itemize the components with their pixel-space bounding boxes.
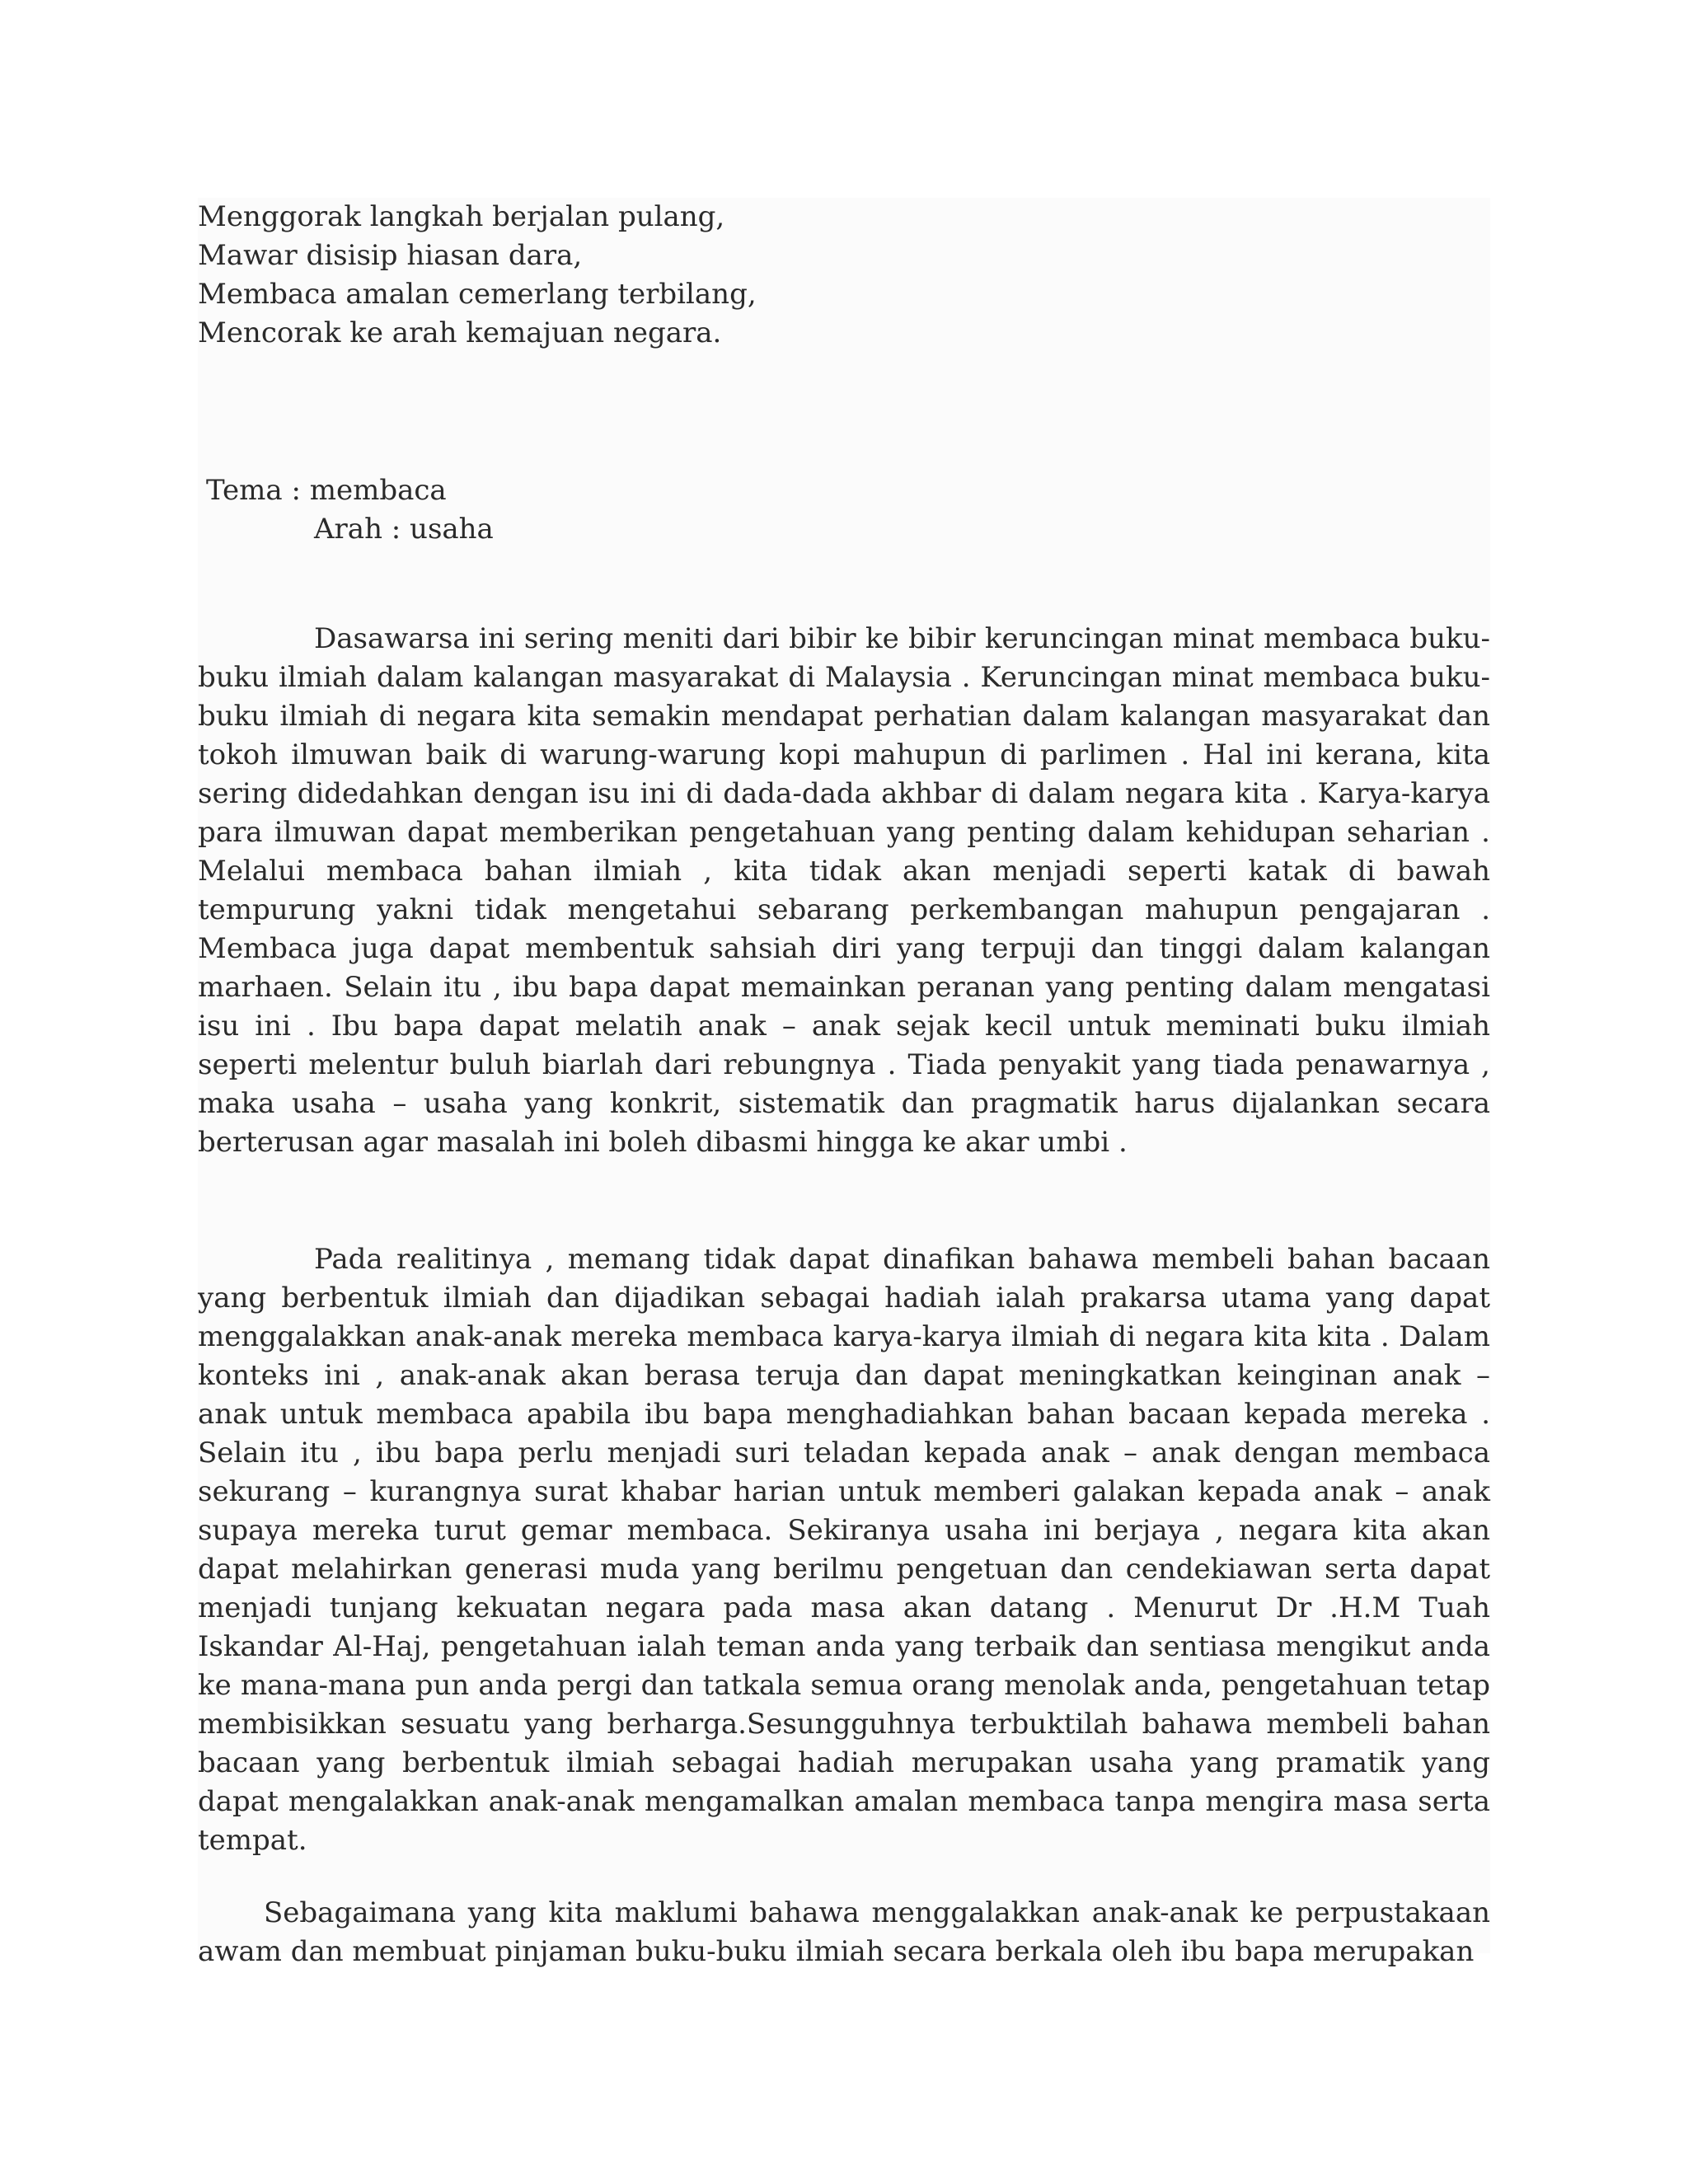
paragraph-body-2: Sebagaimana yang kita maklumi bahawa menggalakkan anak-anak ke perpustakaan awam dan membuat pinjaman buku-buku ilmiah secara berkala oleh ibu bapa merupakan [198,1896,1490,1968]
pantun-verse [198,198,1187,353]
paragraph-body-1: Pada realitinya , memang tidak dapat dinafikan bahawa membeli bahan bacaan yang berbentuk ilmiah dan dijadikan sebagai hadiah ialah prakarsa utama yang dapat menggalakkan anak-anak mereka membaca karya-karya ilmiah di negara kita kita . Dalam konteks ini , anak-anak akan berasa teruja dan dapat meningkatkan keinginan anak – anak untuk membaca apabila ibu bapa menghadiahkan bahan bacaan kepada mereka . Selain itu , ibu bapa perlu menjadi suri teladan kepada anak – anak dengan membaca sekurang – kurangnya surat khabar harian untuk memberi galakan kepada anak – anak supaya mereka turut gemar membaca. Sekiranya usaha ini berjaya , negara kita akan dapat melahirkan generasi muda yang berilmu pengetuan dan cendekiawan serta dapat menjadi tunjang kekuatan negara pada masa akan datang . Menurut Dr .H.M Tuah Iskandar Al-Haj, pengetahuan ialah teman anda yang terbaik dan sentiasa mengikut anda ke mana-mana pun anda pergi dan tatkala semua orang menolak anda, pengetahuan tetap membisikkan sesuatu yang berharga.Sesungguhnya terbuktilah bahawa membeli bahan bacaan yang berbentuk ilmiah sebagai hadiah merupakan usaha yang pramatik yang dapat mengalakkan anak-anak mengamalkan amalan membaca tanpa mengira masa serta tempat. [198,1243,1490,1857]
pantun-line: Membaca amalan cemerlang terbilang, [198,278,757,311]
theme-label: Tema : membaca [206,474,447,507]
direction-label: Arah : usaha [314,513,494,546]
essay-body [198,198,1490,1968]
paragraph-introduction: Dasawarsa ini sering meniti dari bibir ke bibir keruncingan minat membaca buku-buku ilmiah dalam kalangan masyarakat di Malaysia . Keruncingan minat membaca buku-buku ilmiah di negara kita semakin mendapat perhatian dalam kalangan masyarakat dan tokoh ilmuwan baik di warung-warung kopi mahupun di parlimen . Hal ini kerana, kita sering didedahkan dengan isu ini di dada-dada akhbar di dalam negara kita . Karya-karya para ilmuwan dapat memberikan pengetahuan yang penting dalam kehidupan seharian . Melalui membaca bahan ilmiah , kita tidak akan menjadi seperti katak di bawah tempurung yakni tidak mengetahui sebarang perkembangan mahupun pengajaran . Membaca juga dapat membentuk sahsiah diri yang terpuji dan tinggi dalam kalangan marhaen. Selain itu , ibu bapa dapat memainkan peranan yang penting dalam mengatasi isu ini . Ibu bapa dapat melatih anak – anak sejak kecil untuk meminati buku ilmiah seperti melentur buluh biarlah dari rebungnya . Tiada penyakit yang tiada penawarnya , maka usaha – usaha yang konkrit, sistematik dan pragmatik harus dijalankan secara berterusan agar masalah ini boleh dibasmi hingga ke akar umbi . [198,622,1490,1159]
pantun-line: Mencorak ke arah kemajuan negara. [198,316,722,349]
pantun-line: Menggorak langkah berjalan pulang, [198,200,725,233]
pantun-line: Mawar disisip hiasan dara, [198,239,583,272]
